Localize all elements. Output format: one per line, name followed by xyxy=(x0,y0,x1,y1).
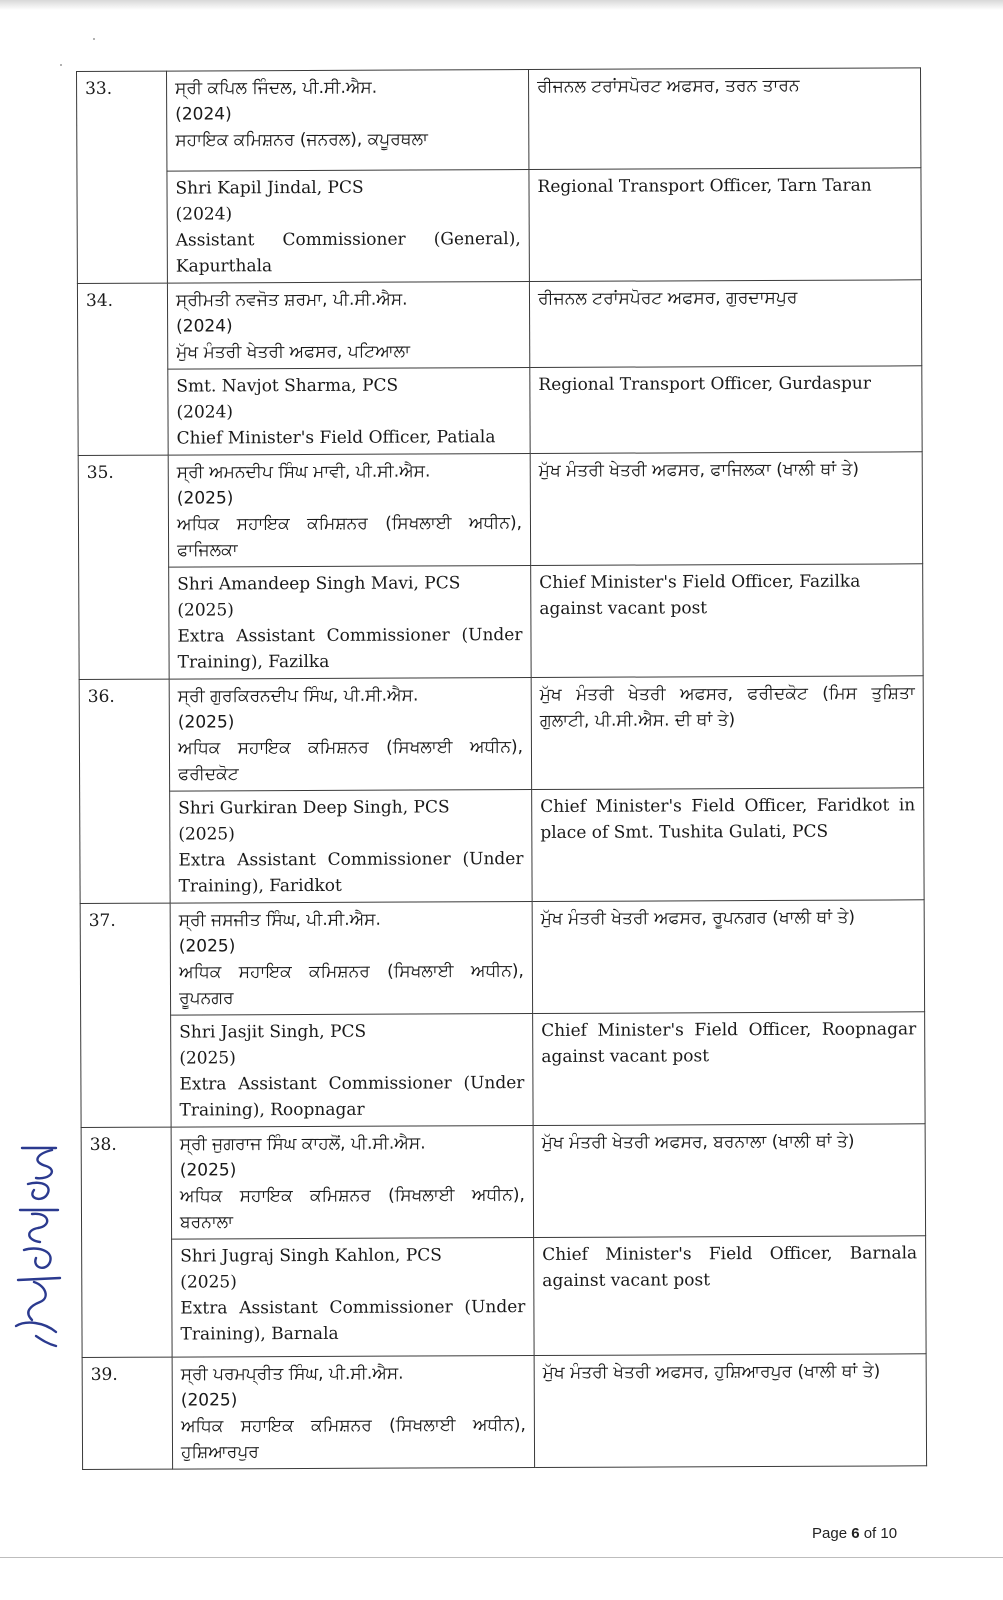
table-row-english xyxy=(78,366,922,456)
scan-edge xyxy=(0,0,1003,10)
officer-batch: (2025) xyxy=(180,1272,237,1293)
new-posting-english: Chief Minister's Field Officer, Roopnagar against vacant post xyxy=(533,1012,925,1126)
serial-number: 37. xyxy=(80,903,171,1127)
new-posting-english: Chief Minister's Field Officer, Fazilka against vacant post xyxy=(531,564,923,678)
officer-name-punjabi: ਸ੍ਰੀ ਪਰਮਪ੍ਰੀਤ ਸਿੰਘ, ਪੀ.ਸੀ.ਐਸ. xyxy=(180,1363,404,1385)
scan-speck xyxy=(93,38,95,40)
page-number: 6 xyxy=(851,1525,860,1542)
footer-rule xyxy=(0,1557,1003,1558)
officer-name-punjabi: ਸ੍ਰੀਮਤੀ ਨਵਜੋਤ ਸ਼ਰਮਾ, ਪੀ.ਸੀ.ਐਸ. xyxy=(175,289,408,311)
table-row-english xyxy=(80,788,924,904)
officer-punjabi xyxy=(168,454,530,568)
current-posting-punjabi: ਅਧਿਕ ਸਹਾਇਕ ਕਮਿਸ਼ਨਰ (ਸਿਖਲਾਈ ਅਧੀਨ), ਫਾਜਿਲਕਾ xyxy=(176,513,523,561)
new-posting-punjabi: ਮੁੱਖ ਮੰਤਰੀ ਖੇਤਰੀ ਅਫਸਰ, ਫਾਜਿਲਕਾ (ਖਾਲੀ ਥਾਂ ਤੇ) xyxy=(530,452,922,566)
officer-english xyxy=(171,1014,533,1128)
table-row-punjabi xyxy=(77,68,921,172)
transfer-table xyxy=(76,67,927,1470)
new-posting-punjabi: ਰੀਜਨਲ ਟਰਾਂਸਪੋਰਟ ਅਫਸਰ, ਤਰਨ ਤਾਰਨ xyxy=(528,68,920,170)
current-posting-english: Extra Assistant Commissioner (Under Training), Fazilka xyxy=(177,625,523,673)
table-row-punjabi xyxy=(80,900,924,1016)
page-total: 10 xyxy=(880,1525,898,1542)
new-posting-english: Regional Transport Officer, Tarn Taran xyxy=(529,168,921,282)
officer-punjabi xyxy=(172,1356,534,1470)
officer-batch: (2025) xyxy=(177,712,235,733)
page-of-label: of xyxy=(859,1525,881,1542)
officer-punjabi xyxy=(170,902,532,1016)
officer-batch: (2025) xyxy=(180,1390,238,1411)
current-posting-punjabi: ਮੁੱਖ ਮੰਤਰੀ ਖੇਤਰੀ ਅਫਸਰ, ਪਟਿਆਲਾ xyxy=(176,341,411,363)
officer-punjabi xyxy=(167,70,529,172)
officer-batch: (2024) xyxy=(175,204,233,225)
new-posting-english: Regional Transport Officer, Gurdaspur xyxy=(530,366,922,454)
table-row-english xyxy=(82,1236,927,1358)
new-posting-punjabi: ਮੁੱਖ ਮੰਤਰੀ ਖੇਤਰੀ ਅਫਸਰ, ਹੁਸ਼ਿਆਰਪੁਰ (ਖਾਲੀ ਥਾਂ ਤੇ) xyxy=(534,1354,926,1468)
officer-batch: (2025) xyxy=(177,600,234,621)
officer-batch: (2024) xyxy=(175,104,232,125)
table-row-punjabi xyxy=(81,1124,925,1240)
current-posting-punjabi: ਅਧਿਕ ਸਹਾਇਕ ਕਮਿਸ਼ਨਰ (ਸਿਖਲਾਈ ਅਧੀਨ), ਰੂਪਨਗਰ xyxy=(178,961,524,1009)
current-posting-punjabi: ਅਧਿਕ ਸਹਾਇਕ ਕਮਿਸ਼ਨਰ (ਸਿਖਲਾਈ ਅਧੀਨ), ਫਰੀਦਕੋਟ xyxy=(177,737,523,785)
serial-number: 36. xyxy=(79,679,170,903)
table-row-punjabi xyxy=(77,280,921,370)
officer-english xyxy=(168,368,530,456)
officer-name-english: Shri Kapil Jindal, PCS xyxy=(175,177,364,199)
table-row-english xyxy=(77,168,921,284)
current-posting-punjabi: ਸਹਾਇਕ ਕਮਿਸ਼ਨਰ (ਜਨਰਲ), ਕਪੂਰਥਲਾ xyxy=(175,129,428,151)
current-posting-english: Assistant Commissioner (General), Kapurthala xyxy=(175,229,521,277)
transfer-table-sheet xyxy=(76,71,920,1470)
officer-batch: (2025) xyxy=(179,1048,236,1069)
new-posting-punjabi: ਮੁੱਖ ਮੰਤਰੀ ਖੇਤਰੀ ਅਫਸਰ, ਰੂਪਨਗਰ (ਖਾਲੀ ਥਾਂ ਤੇ) xyxy=(532,900,924,1014)
table-row-punjabi xyxy=(79,676,923,792)
new-posting-english: Chief Minister's Field Officer, Barnala against vacant post xyxy=(534,1236,927,1356)
officer-name-punjabi: ਸ੍ਰੀ ਜਸਜੀਤ ਸਿੰਘ, ਪੀ.ਸੀ.ਐਸ. xyxy=(178,909,381,931)
officer-name-english: Shri Jugraj Singh Kahlon, PCS xyxy=(180,1245,442,1267)
handwritten-signature xyxy=(6,1140,68,1350)
officer-name-english: Smt. Navjot Sharma, PCS xyxy=(176,375,399,397)
current-posting-english: Extra Assistant Commissioner (Under Training), Roopnagar xyxy=(179,1073,525,1121)
new-posting-punjabi: ਮੁੱਖ ਮੰਤਰੀ ਖੇਤਰੀ ਅਫਸਰ, ਫਰੀਦਕੋਟ (ਮਿਸ ਤੁਸ਼ਿਤਾ ਗੁਲਾਟੀ, ਪੀ.ਸੀ.ਐਸ. ਦੀ ਥਾਂ ਤੇ) xyxy=(531,676,923,790)
current-posting-english: Extra Assistant Commissioner (Under Training), Barnala xyxy=(180,1297,526,1345)
new-posting-english: Chief Minister's Field Officer, Faridkot in place of Smt. Tushita Gulati, PCS xyxy=(532,788,924,902)
officer-batch: (2025) xyxy=(178,936,236,957)
officer-english xyxy=(170,790,532,904)
officer-name-english: Shri Jasjit Singh, PCS xyxy=(179,1021,367,1043)
officer-name-punjabi: ਸ੍ਰੀ ਕਪਿਲ ਜਿੰਦਲ, ਪੀ.ਸੀ.ਐਸ. xyxy=(175,77,378,99)
serial-number: 34. xyxy=(77,283,168,455)
new-posting-punjabi: ਰੀਜਨਲ ਟਰਾਂਸਪੋਰਟ ਅਫਸਰ, ਗੁਰਦਾਸਪੁਰ xyxy=(529,280,921,368)
page-label: Page xyxy=(812,1525,852,1542)
table-row-punjabi xyxy=(78,452,922,568)
table-row-english xyxy=(79,564,923,680)
current-posting-english: Extra Assistant Commissioner (Under Training), Faridkot xyxy=(178,849,524,897)
scan-speck xyxy=(60,64,62,66)
current-posting-english: Chief Minister's Field Officer, Patiala xyxy=(176,427,496,449)
officer-batch: (2024) xyxy=(176,402,234,423)
page-footer xyxy=(812,1525,897,1542)
officer-batch: (2025) xyxy=(179,1160,237,1181)
officer-name-punjabi: ਸ੍ਰੀ ਗੁਰਕਿਰਨਦੀਪ ਸਿੰਘ, ਪੀ.ਸੀ.ਐਸ. xyxy=(177,685,419,707)
officer-english xyxy=(169,566,531,680)
serial-number: 38. xyxy=(81,1127,172,1357)
officer-name-english: Shri Gurkiran Deep Singh, PCS xyxy=(178,797,450,819)
officer-batch: (2025) xyxy=(178,824,235,845)
serial-number: 39. xyxy=(82,1357,172,1469)
officer-name-english: Shri Amandeep Singh Mavi, PCS xyxy=(177,573,461,595)
officer-punjabi xyxy=(167,282,529,370)
officer-batch: (2025) xyxy=(176,488,234,509)
current-posting-punjabi: ਅਧਿਕ ਸਹਾਇਕ ਕਮਿਸ਼ਨਰ (ਸਿਖਲਾਈ ਅਧੀਨ), ਹੁਸ਼ਿਆਰਪੁਰ xyxy=(180,1415,526,1463)
officer-name-punjabi: ਸ੍ਰੀ ਅਮਨਦੀਪ ਸਿੰਘ ਮਾਵੀ, ਪੀ.ਸੀ.ਐਸ. xyxy=(176,461,431,483)
current-posting-punjabi: ਅਧਿਕ ਸਹਾਇਕ ਕਮਿਸ਼ਨਰ (ਸਿਖਲਾਈ ਅਧੀਨ), ਬਰਨਾਲਾ xyxy=(179,1185,525,1233)
officer-english xyxy=(172,1238,535,1358)
serial-number: 33. xyxy=(77,71,168,283)
new-posting-punjabi: ਮੁੱਖ ਮੰਤਰੀ ਖੇਤਰੀ ਅਫਸਰ, ਬਰਨਾਲਾ (ਖਾਲੀ ਥਾਂ ਤੇ) xyxy=(533,1124,925,1238)
serial-number: 35. xyxy=(78,455,169,679)
table-row-english xyxy=(81,1012,925,1128)
officer-punjabi xyxy=(171,1126,533,1240)
officer-batch: (2024) xyxy=(176,316,233,337)
officer-name-punjabi: ਸ੍ਰੀ ਜੁਗਰਾਜ ਸਿੰਘ ਕਾਹਲੋਂ, ਪੀ.ਸੀ.ਐਸ. xyxy=(179,1133,426,1155)
officer-punjabi xyxy=(169,678,531,792)
officer-english xyxy=(167,170,529,284)
table-row-punjabi xyxy=(82,1354,926,1470)
